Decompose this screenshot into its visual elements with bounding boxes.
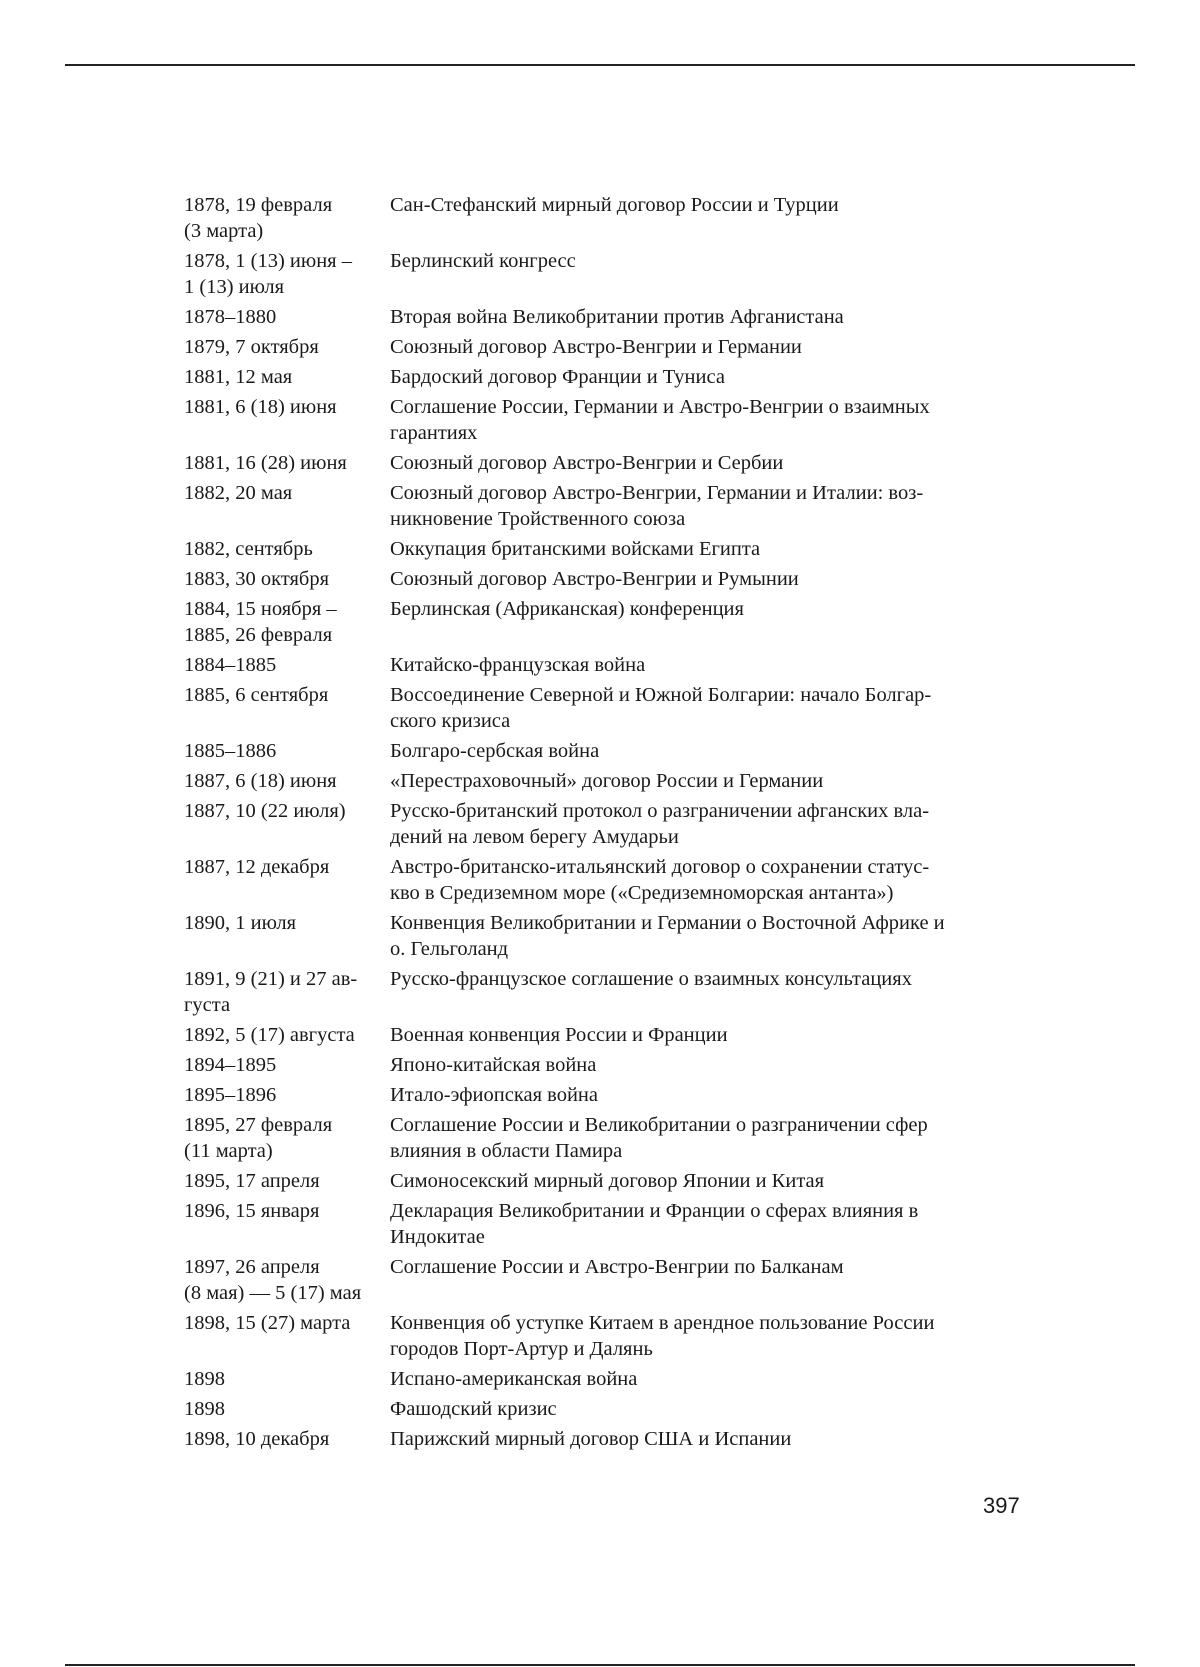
entry-event: Русско-французское соглашение о взаимных консультациях bbox=[390, 968, 912, 990]
entry-event: Испано-американская война bbox=[390, 1368, 638, 1390]
entry-event: Парижский мирный договор США и Испании bbox=[390, 1428, 792, 1450]
entry-event: Итало-эфиопская война bbox=[390, 1084, 598, 1106]
chronology-row bbox=[184, 536, 1024, 566]
entry-date: 1881, 16 (28) июня bbox=[184, 452, 347, 474]
chronology-row bbox=[184, 1198, 1024, 1254]
chronology-row bbox=[184, 1022, 1024, 1052]
entry-event: «Перестраховочный» договор России и Германии bbox=[390, 770, 824, 792]
entry-date: 1895–1896 bbox=[184, 1084, 277, 1106]
entry-date: 1887, 12 декабря bbox=[184, 856, 330, 878]
entry-date: 1884, 15 ноября – 1885, 26 февраля bbox=[184, 598, 337, 646]
entry-event: Декларация Великобритании и Франции о сферах влияния в Индокитае bbox=[390, 1200, 919, 1248]
entry-date: 1898, 10 декабря bbox=[184, 1428, 330, 1450]
entry-event: Военная конвенция России и Франции bbox=[390, 1024, 728, 1046]
entry-date: 1898 bbox=[184, 1368, 225, 1390]
chronology-table bbox=[184, 192, 1024, 1456]
entry-event: Австро-британско-итальянский договор о сохранении статус- кво в Средиземном море («Средиземноморская антанта») bbox=[390, 856, 930, 904]
chronology-row bbox=[184, 394, 1024, 450]
entry-date: 1898, 15 (27) марта bbox=[184, 1312, 351, 1334]
entry-date: 1881, 6 (18) июня bbox=[184, 396, 337, 418]
chronology-row bbox=[184, 1168, 1024, 1198]
entry-event: Соглашение России, Германии и Австро-Венгрии о взаимных гарантиях bbox=[390, 396, 930, 444]
entry-date: 1885–1886 bbox=[184, 740, 277, 762]
chronology-row bbox=[184, 334, 1024, 364]
chronology-row bbox=[184, 304, 1024, 334]
chronology-row bbox=[184, 566, 1024, 596]
entry-date: 1890, 1 июля bbox=[184, 912, 297, 934]
entry-date: 1896, 15 января bbox=[184, 1200, 320, 1222]
entry-date: 1894–1895 bbox=[184, 1054, 277, 1076]
chronology-row bbox=[184, 910, 1024, 966]
chronology-row bbox=[184, 1310, 1024, 1366]
entry-date: 1879, 7 октября bbox=[184, 336, 319, 358]
chronology-row bbox=[184, 966, 1024, 1022]
entry-date: 1884–1885 bbox=[184, 654, 277, 676]
entry-date: 1892, 5 (17) августа bbox=[184, 1024, 355, 1046]
chronology-row bbox=[184, 798, 1024, 854]
chronology-row bbox=[184, 192, 1024, 248]
chronology-row bbox=[184, 768, 1024, 798]
chronology-row bbox=[184, 480, 1024, 536]
entry-event: Конвенция Великобритании и Германии о Восточной Африке и о. Гельголанд bbox=[390, 912, 945, 960]
entry-date: 1887, 6 (18) июня bbox=[184, 770, 337, 792]
chronology-row bbox=[184, 854, 1024, 910]
entry-event: Японо-китайская война bbox=[390, 1054, 597, 1076]
entry-event: Союзный договор Австро-Венгрии и Германии bbox=[390, 336, 802, 358]
top-rule bbox=[65, 64, 1135, 66]
entry-event: Конвенция об уступке Китаем в арендное пользование России городов Порт-Артур и Далянь bbox=[390, 1312, 935, 1360]
chronology-row bbox=[184, 364, 1024, 394]
chronology-row bbox=[184, 450, 1024, 480]
page-number: 397 bbox=[983, 1493, 1020, 1518]
entry-date: 1895, 27 февраля (11 марта) bbox=[184, 1114, 333, 1162]
entry-event: Вторая война Великобритании против Афганистана bbox=[390, 306, 844, 328]
entry-event: Сан-Стефанский мирный договор России и Турции bbox=[390, 194, 839, 216]
entry-date: 1878–1880 bbox=[184, 306, 277, 328]
entry-event: Бардоский договор Франции и Туниса bbox=[390, 366, 725, 388]
entry-date: 1882, сентябрь bbox=[184, 538, 313, 560]
entry-event: Воссоединение Северной и Южной Болгарии: начало Болгар- ского кризиса bbox=[390, 684, 932, 732]
chronology-row bbox=[184, 1426, 1024, 1456]
entry-event: Симоносекский мирный договор Японии и Китая bbox=[390, 1170, 825, 1192]
entry-date: 1878, 1 (13) июня – 1 (13) июля bbox=[184, 250, 352, 298]
chronology-row bbox=[184, 652, 1024, 682]
entry-event: Русско-британский протокол о разграничении афганских вла- дений на левом берегу Амударьи bbox=[390, 800, 930, 848]
chronology-row bbox=[184, 1052, 1024, 1082]
entry-event: Китайско-французская война bbox=[390, 654, 646, 676]
entry-event: Союзный договор Австро-Венгрии, Германии и Италии: воз- никновение Тройственного союза bbox=[390, 482, 924, 530]
entry-date: 1882, 20 мая bbox=[184, 482, 293, 504]
entry-date: 1878, 19 февраля (3 марта) bbox=[184, 194, 333, 242]
chronology-row bbox=[184, 738, 1024, 768]
entry-date: 1897, 26 апреля (8 мая) — 5 (17) мая bbox=[184, 1256, 362, 1304]
entry-event: Берлинская (Африканская) конференция bbox=[390, 598, 744, 620]
entry-date: 1883, 30 октября bbox=[184, 568, 330, 590]
entry-event: Болгаро-сербская война bbox=[390, 740, 600, 762]
entry-date: 1891, 9 (21) и 27 ав- густа bbox=[184, 968, 358, 1016]
chronology-row bbox=[184, 682, 1024, 738]
chronology-row bbox=[184, 1396, 1024, 1426]
entry-event: Союзный договор Австро-Венгрии и Сербии bbox=[390, 452, 784, 474]
entry-date: 1898 bbox=[184, 1398, 225, 1420]
entry-event: Соглашение России и Австро-Венгрии по Балканам bbox=[390, 1256, 844, 1278]
entry-event: Оккупация британскими войсками Египта bbox=[390, 538, 761, 560]
entry-event: Фашодский кризис bbox=[390, 1398, 557, 1420]
bottom-rule bbox=[65, 1664, 1135, 1666]
entry-date: 1887, 10 (22 июля) bbox=[184, 800, 346, 822]
entry-date: 1885, 6 сентября bbox=[184, 684, 329, 706]
chronology-row bbox=[184, 1112, 1024, 1168]
entry-date: 1895, 17 апреля bbox=[184, 1170, 320, 1192]
chronology-row bbox=[184, 1254, 1024, 1310]
entry-event: Союзный договор Австро-Венгрии и Румынии bbox=[390, 568, 799, 590]
entry-event: Берлинский конгресс bbox=[390, 250, 576, 272]
entry-event: Соглашение России и Великобритании о разграничении сфер влияния в области Памира bbox=[390, 1114, 928, 1162]
chronology-row bbox=[184, 1366, 1024, 1396]
entry-date: 1881, 12 мая bbox=[184, 366, 293, 388]
chronology-row bbox=[184, 248, 1024, 304]
chronology-row bbox=[184, 596, 1024, 652]
chronology-row bbox=[184, 1082, 1024, 1112]
